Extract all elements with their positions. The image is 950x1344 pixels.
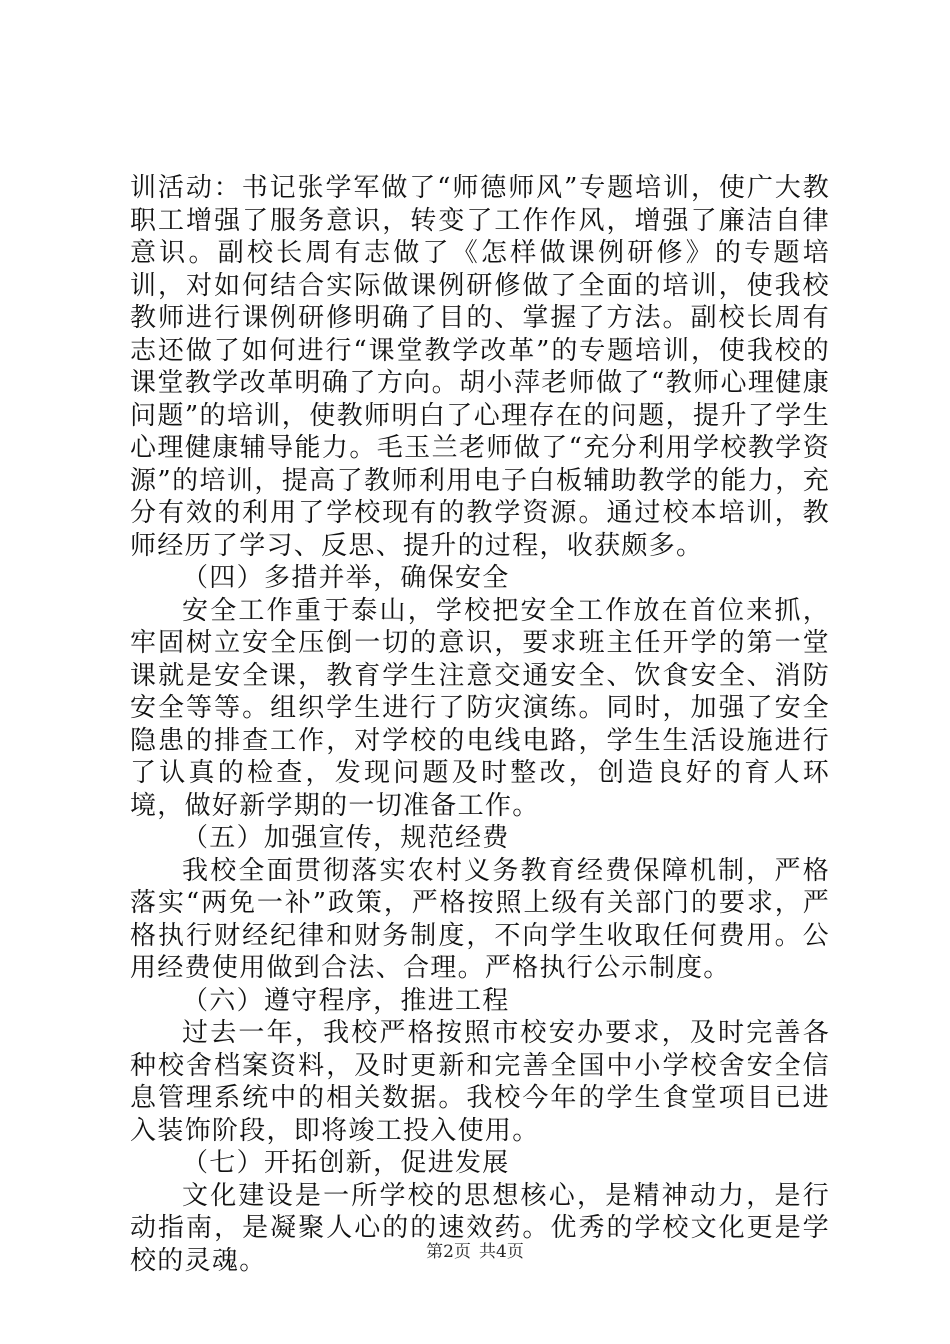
section-heading: （六）遵守程序，推进工程 xyxy=(182,985,510,1016)
page-total: 共4页 xyxy=(479,1242,524,1262)
document-body xyxy=(130,172,830,1277)
body-paragraph: 过去一年，我校严格按照市校安办要求，及时完善各种校舍档案资料，及时更新和完善全国中小学校舍安全信息管理系统中的相关数据。我校今年的学生食堂项目已进入装饰阶段，即将竣工投入使用。 xyxy=(130,1018,830,1146)
page-number: 第2页 xyxy=(426,1242,471,1262)
page-footer xyxy=(0,1240,950,1264)
paragraph-continuation: 训活动：书记张学军做了“师德师风”专题培训，使广大教职工增强了服务意识，转变了工作作风，增强了廉洁自律意识。副校长周有志做了《怎样做课例研修》的专题培训，对如何结合实际做课例研修做了全面的培训，使我校教师进行课例研修明确了目的、掌握了方法。副校长周有志还做了如何进行“课堂教学改革”的专题培训，使我校的课堂教学改革明确了方向。胡小萍老师做了“教师心理健康问题”的培训，使教师明白了心理存在的问题，提升了学生心理健康辅导能力。毛玉兰老师做了“充分利用学校教学资源”的培训，提高了教师利用电子白板辅助教学的能力，充分有效的利用了学校现有的教学资源。通过校本培训，教师经历了学习、反思、提升的过程，收获颇多。 xyxy=(130,173,830,561)
body-paragraph: 文化建设是一所学校的思想核心，是精神动力，是行动指南，是凝聚人心的的速效药。优秀的学校文化更是学校的灵魂。 xyxy=(130,1180,830,1276)
body-paragraph: 我校全面贯彻落实农村义务教育经费保障机制，严格落实“两免一补”政策，严格按照上级有关部门的要求，严格执行财经纪律和财务制度，不向学生收取任何费用。公用经费使用做到合法、合理。严格执行公示制度。 xyxy=(130,855,830,983)
section-heading: （四）多措并举，确保安全 xyxy=(182,563,510,593)
section-heading: （五）加强宣传，规范经费 xyxy=(182,823,510,853)
section-heading: （七）开拓创新，促进发展 xyxy=(182,1148,510,1178)
body-paragraph: 安全工作重于泰山，学校把安全工作放在首位来抓，牢固树立安全压倒一切的意识，要求班主任开学的第一堂课就是安全课，教育学生注意交通安全、饮食安全、消防安全等等。组织学生进行了防灾演练。同时，加强了安全隐患的排查工作，对学校的电线电路，学生生活设施进行了认真的检查，发现问题及时整改，创造良好的育人环境，做好新学期的一切准备工作。 xyxy=(130,595,830,821)
